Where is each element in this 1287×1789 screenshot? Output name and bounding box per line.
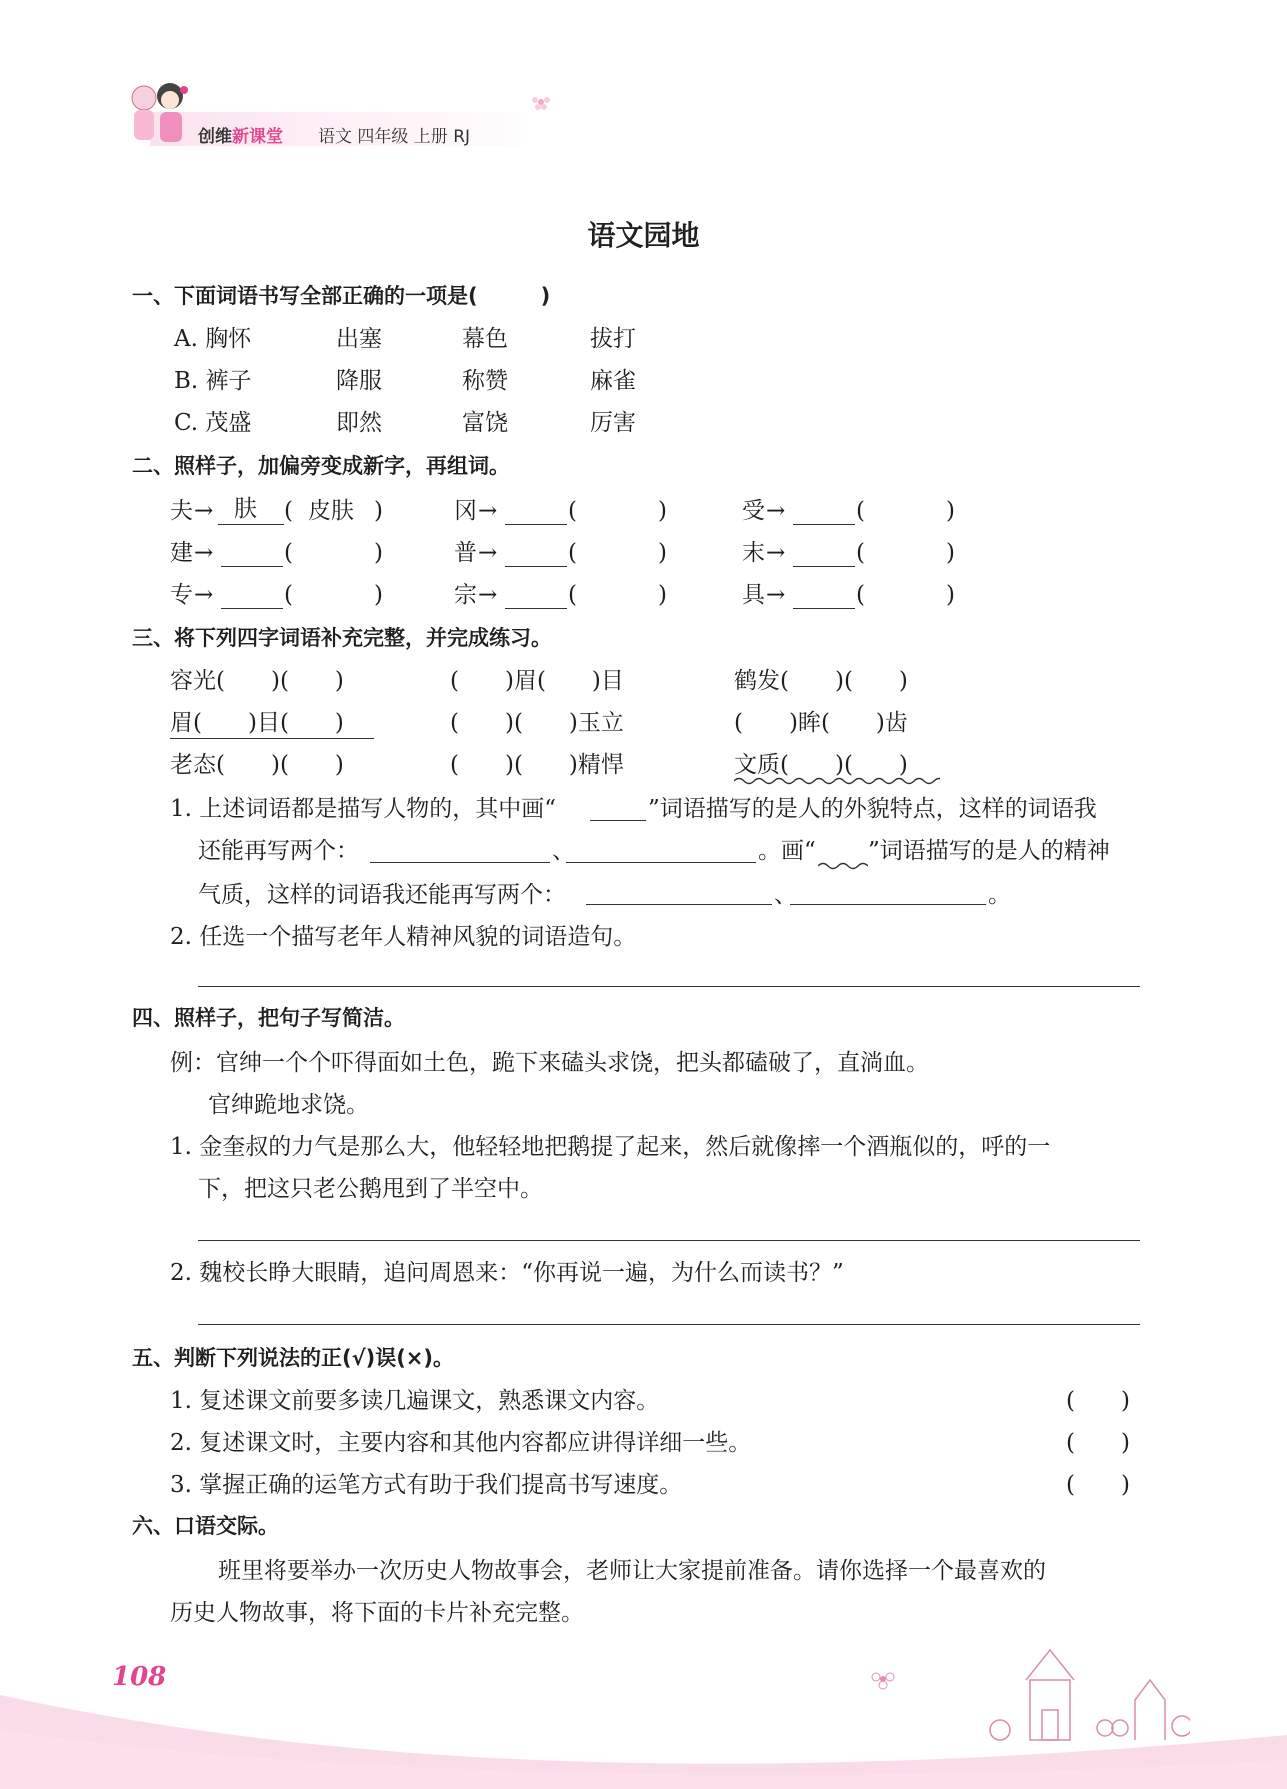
q1-text: 、	[552, 838, 575, 864]
paren-left: (	[856, 582, 865, 608]
book-subtitle: 语文 四年级 上册 RJ	[318, 127, 471, 147]
example-new-char: 肤	[234, 496, 257, 522]
new-char-blank[interactable]	[793, 566, 855, 567]
radical-char: 具	[742, 582, 765, 608]
paren-left: (	[856, 540, 865, 566]
wavy-line-sample	[818, 862, 868, 870]
section-1-heading: 一、下面词语书写全部正确的一项是( )	[132, 284, 551, 308]
brand-name-accent: 新课堂	[232, 127, 283, 147]
radical-char: 普	[454, 540, 477, 566]
flower-icon	[530, 92, 552, 112]
arrow: →	[478, 582, 498, 608]
cartoon-kids-icon	[122, 78, 198, 152]
flower-icon	[870, 1668, 896, 1690]
answer-blank[interactable]	[370, 862, 550, 863]
q1-text: 。	[988, 882, 1011, 908]
page-title: 语文园地	[587, 219, 700, 252]
paren-right: )	[946, 498, 955, 524]
option-b-word: 麻雀	[590, 368, 636, 394]
new-char-blank[interactable]	[505, 524, 567, 525]
paren-left: (	[568, 582, 577, 608]
section-2-heading: 二、照样子，加偏旁变成新字，再组词。	[132, 454, 510, 478]
arrow: →	[194, 498, 214, 524]
straight-underline	[170, 738, 374, 739]
arrow: →	[194, 582, 214, 608]
paren-left: (	[284, 540, 293, 566]
answer-line[interactable]	[198, 1240, 1140, 1241]
judge-statement: 2. 复述课文时，主要内容和其他内容都应讲得详细一些。	[170, 1430, 752, 1456]
q2-text: 2. 任选一个描写老年人精神风貌的词语造句。	[170, 924, 637, 950]
option-a-word: 幕色	[462, 326, 508, 352]
q1-text: 1. 上述词语都是描写人物的，其中画“	[170, 796, 557, 822]
option-a-label: A. 胸怀	[174, 326, 252, 352]
judge-paren[interactable]: ( )	[1066, 1430, 1130, 1456]
paragraph-line: 班里将要举办一次历史人物故事会，老师让大家提前准备。请你选择一个最喜欢的	[218, 1558, 1046, 1584]
new-char-blank[interactable]	[221, 566, 283, 567]
idiom-fill: 鹤发( )( )	[734, 668, 908, 694]
paren-right: )	[946, 540, 955, 566]
straight-line-sample	[590, 820, 646, 821]
judge-paren[interactable]: ( )	[1066, 1472, 1130, 1498]
arrow: →	[478, 498, 498, 524]
judge-statement: 1. 复述课文前要多读几遍课文，熟悉课文内容。	[170, 1388, 660, 1414]
new-char-blank[interactable]	[793, 608, 855, 609]
arrow: →	[766, 498, 786, 524]
answer-blank[interactable]	[566, 862, 756, 863]
example-answer: 官绅跪地求饶。	[208, 1092, 369, 1118]
radical-char: 冈	[454, 498, 477, 524]
idiom-fill: ( )( )玉立	[450, 710, 624, 736]
option-b-word: 称赞	[462, 368, 508, 394]
paren-left: (	[568, 540, 577, 566]
radical-char: 宗	[454, 582, 477, 608]
q2-sentence: 2. 魏校长睁大眼睛，追问周恩来：“你再说一遍，为什么而读书？”	[170, 1260, 844, 1286]
new-char-blank[interactable]	[221, 608, 283, 609]
new-char-blank[interactable]	[505, 608, 567, 609]
paren-right: )	[374, 498, 383, 524]
paren-right: )	[374, 540, 383, 566]
paren-right: )	[658, 540, 667, 566]
radical-char: 受	[742, 498, 765, 524]
section-3-heading: 三、将下列四字词语补充完整，并完成练习。	[132, 626, 552, 650]
paren-left: (	[856, 498, 865, 524]
new-char-blank[interactable]	[793, 524, 855, 525]
new-char-blank[interactable]	[505, 566, 567, 567]
page-number: 108	[112, 1662, 167, 1692]
arrow: →	[194, 540, 214, 566]
wavy-underline	[734, 777, 940, 785]
answer-line[interactable]	[198, 986, 1140, 987]
brand-name: 创维	[198, 127, 232, 147]
castle-icon	[960, 1640, 1190, 1750]
section-6-heading: 六、口语交际。	[132, 1514, 279, 1538]
idiom-fill-underlined: 眉( )目( )	[170, 710, 344, 736]
radical-char: 专	[170, 582, 193, 608]
judge-statement: 3. 掌握正确的运笔方式有助于我们提高书写速度。	[170, 1472, 683, 1498]
section-4-heading: 四、照样子，把句子写简洁。	[132, 1006, 405, 1030]
paren-right: )	[658, 582, 667, 608]
idiom-fill: ( )( )精悍	[450, 752, 624, 778]
idiom-fill: 容光( )( )	[170, 668, 344, 694]
section-5-heading: 五、判断下列说法的正(√)误(×)。	[132, 1346, 454, 1370]
example-blank	[218, 524, 284, 525]
option-a-word: 拔打	[590, 326, 636, 352]
idiom-fill: 老态( )( )	[170, 752, 344, 778]
paren-right: )	[658, 498, 667, 524]
option-a-word: 出塞	[336, 326, 382, 352]
q1-text: 还能再写两个：	[198, 838, 359, 864]
example-sentence: 例：官绅一个个吓得面如土色，跪下来磕头求饶，把头都磕破了，直淌血。	[170, 1050, 929, 1076]
option-c-label: C. 茂盛	[174, 410, 252, 436]
idiom-fill: ( )眸( )齿	[734, 710, 908, 736]
option-c-word: 富饶	[462, 410, 508, 436]
option-c-word: 厉害	[590, 410, 636, 436]
answer-blank[interactable]	[790, 904, 986, 905]
q1-text: ”词语描写的是人的精神	[868, 838, 1110, 864]
paren-left: (	[284, 498, 293, 524]
paren-left: (	[568, 498, 577, 524]
paren-right: )	[946, 582, 955, 608]
arrow: →	[478, 540, 498, 566]
q1-sentence: 下，把这只老公鹅甩到了半空中。	[198, 1176, 543, 1202]
option-b-label: B. 裤子	[174, 368, 252, 394]
paragraph-line: 历史人物故事，将下面的卡片补充完整。	[170, 1600, 584, 1626]
q1-text: 气质，这样的词语我还能再写两个：	[198, 882, 566, 908]
idiom-fill: ( )眉( )目	[450, 668, 624, 694]
option-c-word: 即然	[336, 410, 382, 436]
paren-right: )	[374, 582, 383, 608]
idiom-fill-wavy: 文质( )( )	[734, 752, 908, 778]
q1-text: 、	[774, 882, 797, 908]
radical-char: 末	[742, 540, 765, 566]
radical-char: 夫	[170, 498, 193, 524]
answer-blank[interactable]	[586, 904, 772, 905]
q1-text: ”词语描写的是人的外貌特点，这样的词语我	[648, 796, 1097, 822]
arrow: →	[766, 540, 786, 566]
paren-left: (	[284, 582, 293, 608]
arrow: →	[766, 582, 786, 608]
answer-line[interactable]	[198, 1324, 1140, 1325]
q1-text: 。画“	[758, 838, 816, 864]
judge-paren[interactable]: ( )	[1066, 1388, 1130, 1414]
radical-char: 建	[170, 540, 193, 566]
option-b-word: 降服	[336, 368, 382, 394]
q1-sentence: 1. 金奎叔的力气是那么大，他轻轻地把鹅提了起来，然后就像摔一个酒瓶似的，呼的一	[170, 1134, 1051, 1160]
example-word: 皮肤	[308, 498, 354, 524]
